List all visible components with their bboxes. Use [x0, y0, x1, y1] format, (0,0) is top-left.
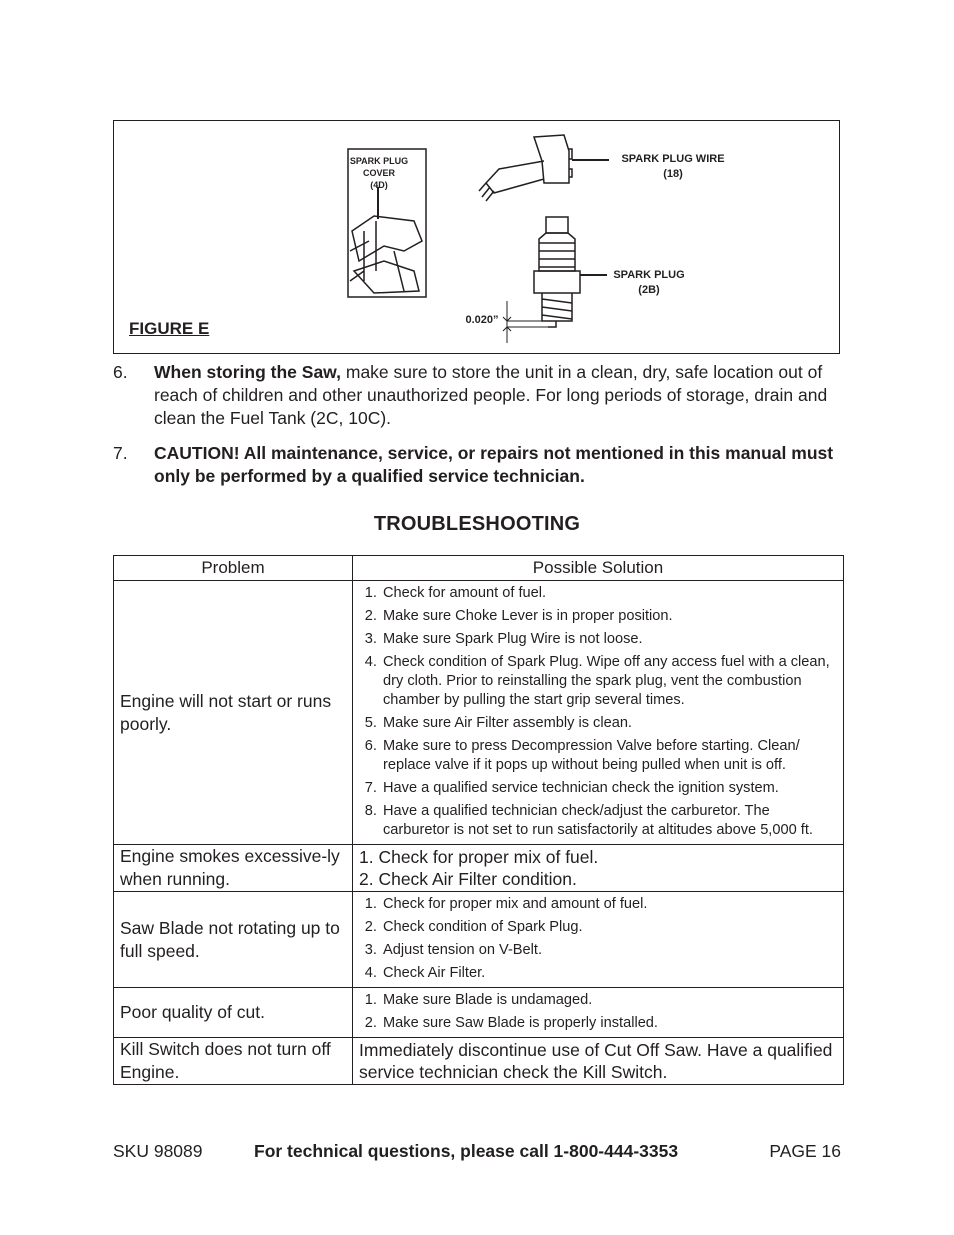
solution-cell	[353, 988, 844, 1038]
callout-gap: 0.020”	[465, 314, 499, 326]
step-number: 6.	[113, 362, 128, 382]
solution-cell	[353, 845, 844, 892]
header-problem: Problem	[114, 556, 353, 581]
list-item: 4. Check Air Filter.	[381, 964, 834, 983]
callout-spark-plug-cover: SPARK PLUG COVER (4D)	[349, 156, 409, 190]
list-item: 5. Make sure Air Filter assembly is clean.	[381, 714, 834, 733]
list-item: 1. Check for proper mix and amount of fuel.	[381, 895, 834, 914]
solution-list	[354, 893, 842, 986]
step-7	[113, 442, 841, 488]
solution-cell	[353, 892, 844, 988]
callout-spark-plug: SPARK PLUG (2B)	[613, 269, 685, 296]
problem-cell: Kill Switch does not turn off Engine.	[114, 1038, 353, 1085]
footer-phone: For technical questions, please call 1-800-444-3353	[254, 1141, 679, 1161]
list-item: 3. Adjust tension on V-Belt.	[381, 941, 834, 960]
problem-cell: Engine smokes excessive-ly when running.	[114, 845, 353, 892]
solution-list	[354, 989, 842, 1036]
header-solution: Possible Solution	[353, 556, 844, 581]
solution-line: 1. Check for proper mix of fuel.	[359, 847, 599, 867]
spark-plug-drawing	[503, 217, 607, 343]
troubleshooting-heading: TROUBLESHOOTING	[373, 513, 581, 535]
table-header-row	[114, 556, 844, 581]
footer-page-number: PAGE 16	[769, 1141, 841, 1161]
table-row	[114, 845, 844, 892]
list-item: 2. Make sure Choke Lever is in proper position.	[381, 607, 834, 626]
problem-cell: Poor quality of cut.	[114, 988, 353, 1038]
solution-cell: Immediately discontinue use of Cut Off Saw. Have a qualified service technician check the Kill Switch.	[353, 1038, 844, 1085]
list-item: 1. Make sure Blade is undamaged.	[381, 991, 834, 1010]
table-row	[114, 988, 844, 1038]
solution-cell	[353, 581, 844, 845]
step-6	[113, 361, 841, 430]
table-row	[114, 1038, 844, 1085]
problem-cell: Saw Blade not rotating up to full speed.	[114, 892, 353, 988]
list-item: 4. Check condition of Spark Plug. Wipe off any access fuel with a clean, dry cloth. Prior to reinstalling the spark plug, vent the combustion chamber by pulling the start grip several times.	[381, 653, 834, 710]
step-text: When storing the Saw, make sure to store the unit in a clean, dry, safe location out of reach of children and other unauthorized people. For long periods of storage, drain and clean the Fuel Tank (2C, 10C).	[154, 362, 828, 428]
list-item: 2. Check condition of Spark Plug.	[381, 918, 834, 937]
step-text: CAUTION! All maintenance, service, or repairs not mentioned in this manual must only be performed by a qualified service technician.	[154, 443, 834, 486]
table-row	[114, 581, 844, 845]
solution-line: 2. Check Air Filter condition.	[359, 869, 577, 889]
callout-spark-plug-wire: SPARK PLUG WIRE (18)	[621, 153, 725, 180]
spark-plug-wire-drawing	[479, 135, 609, 201]
figure-e	[113, 120, 840, 354]
problem-cell: Engine will not start or runs poorly.	[114, 581, 353, 845]
list-item: 1. Check for amount of fuel.	[381, 584, 834, 603]
list-item: 3. Make sure Spark Plug Wire is not loose.	[381, 630, 834, 649]
list-item: 6. Make sure to press Decompression Valve before starting. Clean/ replace valve if it pops up without being pulled when unit is off.	[381, 737, 834, 775]
troubleshooting-table	[113, 555, 844, 1085]
list-item: 8. Have a qualified technician check/adjust the carburetor. The carburetor is not set to run satisfactorily at altitudes above 5,000 ft.	[381, 802, 834, 840]
figure-label: FIGURE E	[129, 319, 210, 338]
list-item: 2. Make sure Saw Blade is properly installed.	[381, 1014, 834, 1033]
table-row	[114, 892, 844, 988]
footer-sku: SKU 98089	[113, 1141, 203, 1161]
step-number: 7.	[113, 443, 128, 463]
solution-list	[354, 582, 842, 843]
list-item: 7. Have a qualified service technician check the ignition system.	[381, 779, 834, 798]
